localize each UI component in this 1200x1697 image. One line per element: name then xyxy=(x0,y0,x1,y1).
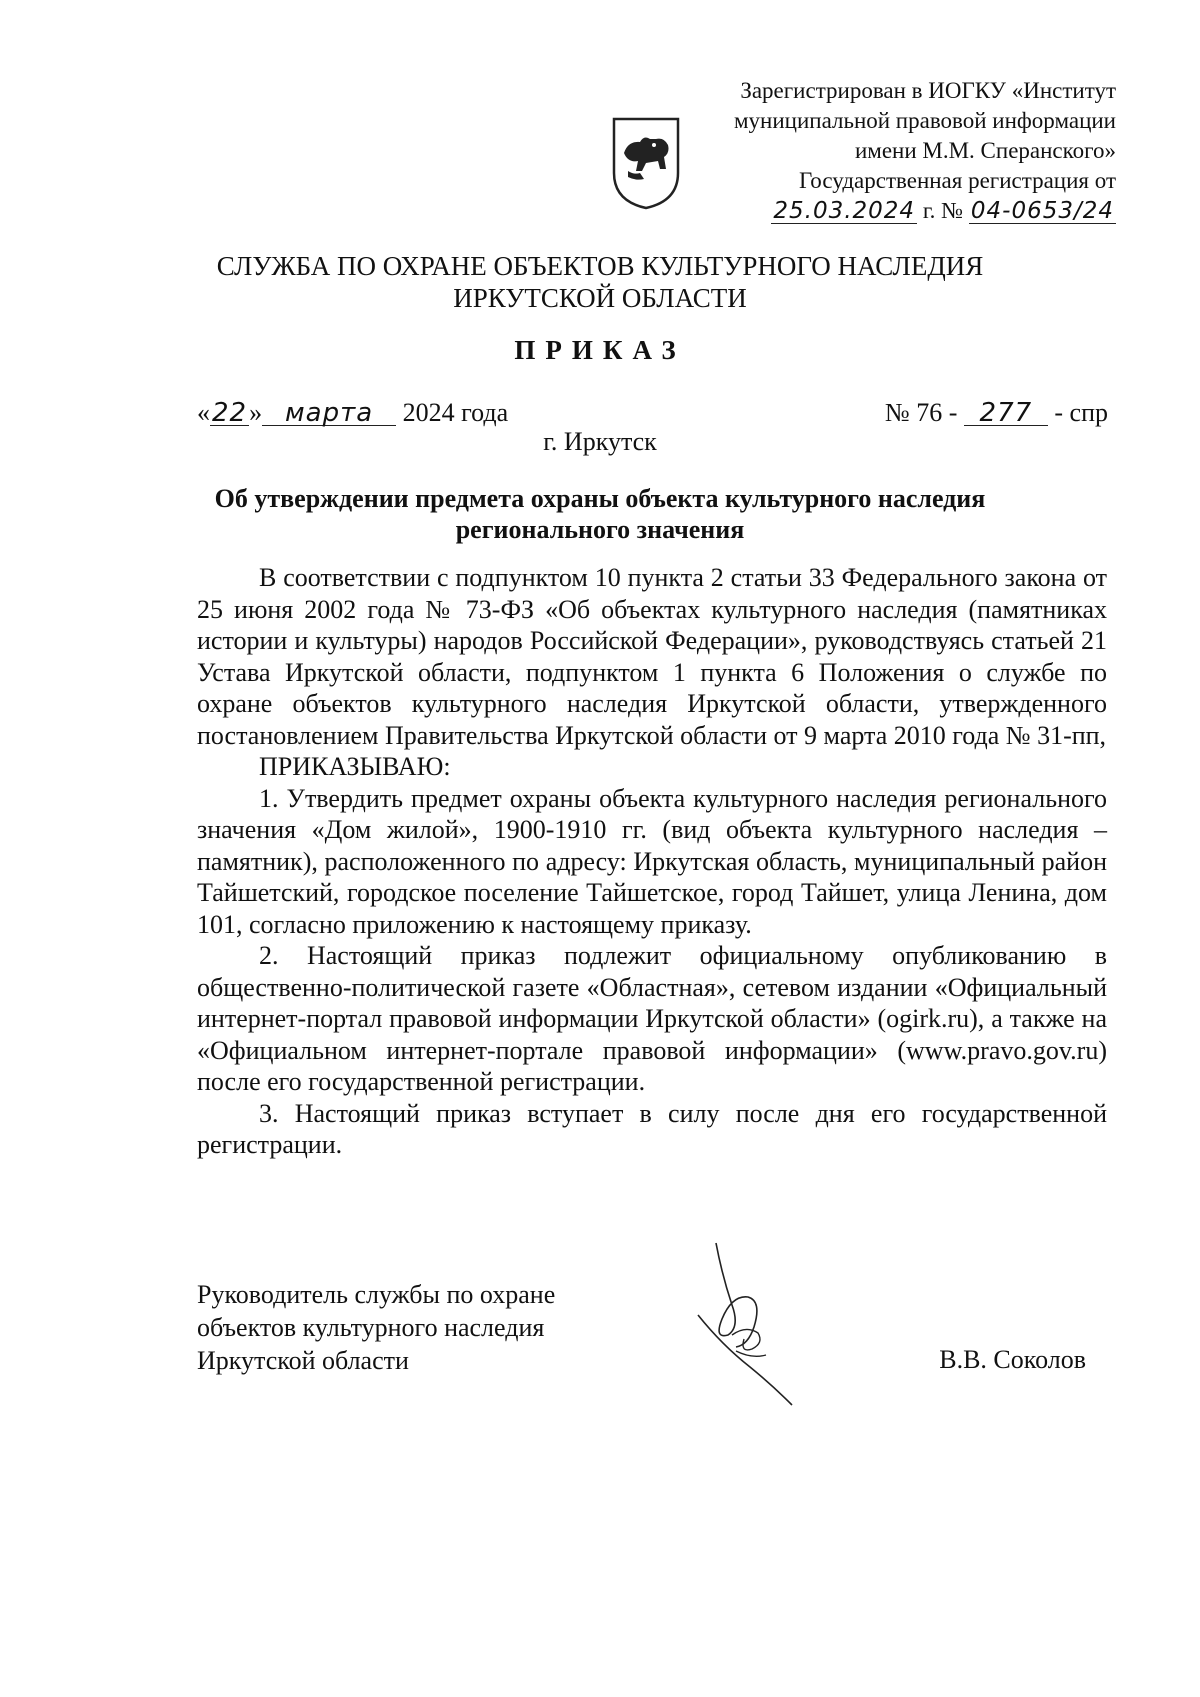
paragraph-item-2: 2. Настоящий приказ подлежит официальному опубликованию в общественно-политической газете «Областная», сетевом издании «Официальный интернет-портал правовой информации Иркутской области» (ogirk.ru), а также на «Официальном интернет-портале правовой информации» (www.pravo.gov.ru) после его государственной регистрации. xyxy=(197,941,1107,1096)
heading-line-2: регионального значения xyxy=(455,515,745,544)
city: г. Иркутск xyxy=(543,427,657,456)
document-heading xyxy=(190,483,1010,545)
handwritten-signature xyxy=(692,1235,812,1415)
heading-line-1: Об утверждении предмета охраны объекта культурного наследия xyxy=(214,484,986,513)
order-number-value: 277 xyxy=(964,401,1048,426)
signatory-line-2: объектов культурного наследия xyxy=(197,1313,545,1342)
signer-name: В.В. Соколов xyxy=(939,1345,1086,1374)
organization-name xyxy=(190,250,1010,314)
order-number-prefix: № 76 - xyxy=(884,398,958,427)
paragraph-item-1: 1. Утвердить предмет охраны объекта культурного наследия регионального значения «Дом жилой», 1900-1910 гг. (вид объекта культурного наследия – памятник), расположенного по адресу: Иркутская область, муниципальный район Тайшетский, городское поселение Тайшетское, город Тайшет, улица Ленина, дом 101, согласно приложению к настоящему приказу. xyxy=(197,783,1107,939)
order-number xyxy=(885,398,1108,428)
signatory-line-1: Руководитель службы по охране xyxy=(197,1280,556,1309)
registration-number-label: г. № xyxy=(922,198,964,223)
coat-of-arms-emblem xyxy=(610,115,682,211)
date-month: марта xyxy=(262,401,396,426)
registration-line-3: имени М.М. Сперанского» xyxy=(854,138,1116,163)
paragraph-preamble: В соответствии с подпунктом 10 пункта 2 статьи 33 Федерального закона от 25 июня 2002 года № 73-ФЗ «Об объектах культурного наследия (памятниках истории и культуры) народов Российской Федерации», руководствуясь статьей 21 Устава Иркутской области, подпунктом 1 пункта 6 Положения о службе по охране объектов культурного наследия Иркутской области, утвержденного постановлением Правительства Иркутской области от 9 марта 2010 года № 31-пп, xyxy=(197,563,1107,750)
registration-date: 25.03.2024 xyxy=(773,198,916,224)
registration-stamp xyxy=(686,76,1116,226)
date-close-quote: » xyxy=(249,398,263,427)
paragraph-order-word: ПРИКАЗЫВАЮ: xyxy=(259,752,451,781)
order-date xyxy=(197,398,508,428)
order-number-suffix: - спр xyxy=(1054,398,1108,427)
date-year: 2024 года xyxy=(402,398,509,427)
document-type-title: ПРИКАЗ xyxy=(514,335,686,365)
paragraph-item-3: 3. Настоящий приказ вступает в силу после дня его государственной регистрации. xyxy=(197,1098,1107,1159)
date-open-quote: « xyxy=(197,398,210,427)
organization-line-2: ИРКУТСКОЙ ОБЛАСТИ xyxy=(453,283,747,313)
signatory-title xyxy=(197,1278,555,1377)
registration-line-2: муниципальной правовой информации xyxy=(733,108,1116,133)
registration-line-1: Зарегистрирован в ИОГКУ «Институт xyxy=(740,78,1116,103)
date-day: 22 xyxy=(212,398,248,428)
document-body xyxy=(197,562,1107,1161)
registration-line-4: Государственная регистрация от xyxy=(799,168,1116,193)
organization-line-1: СЛУЖБА ПО ОХРАНЕ ОБЪЕКТОВ КУЛЬТУРНОГО НАСЛЕДИЯ xyxy=(216,251,984,281)
signatory-line-3: Иркутской области xyxy=(197,1346,409,1375)
registration-number: 04-0653/24 xyxy=(970,198,1114,224)
registration-line-5 xyxy=(686,196,1116,226)
